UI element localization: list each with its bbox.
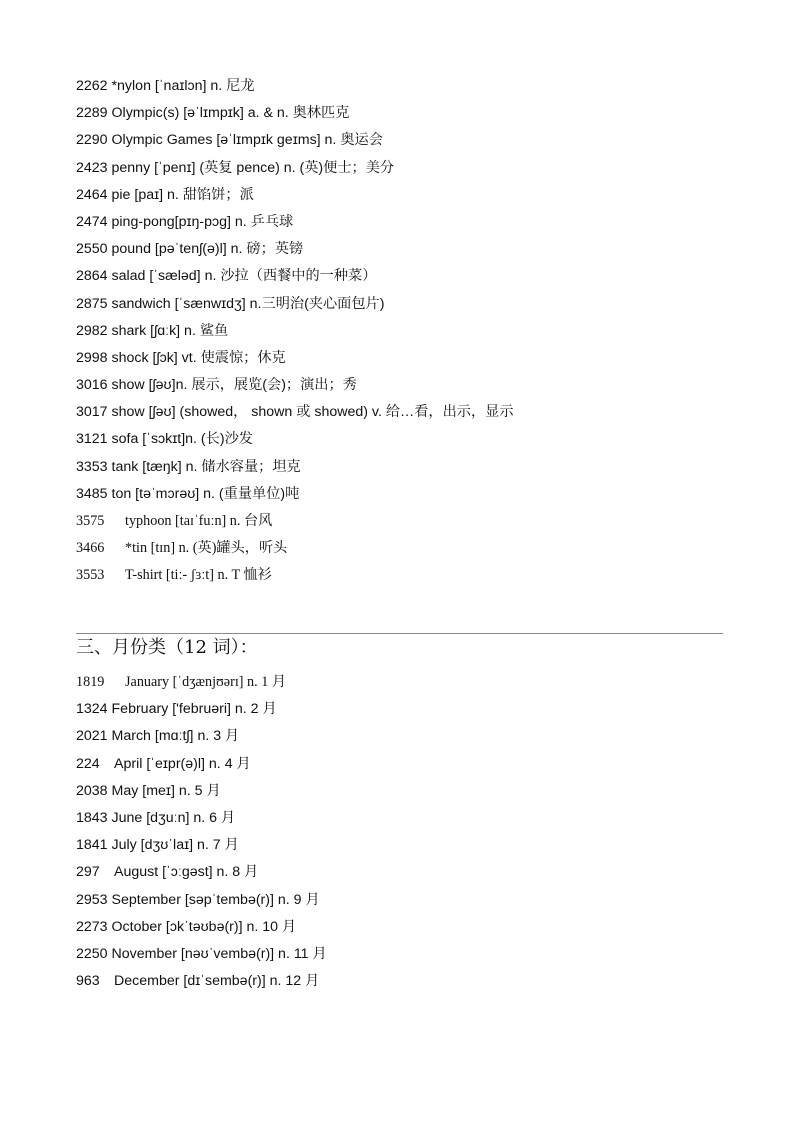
- entry-text: June [dʒuːn] n. 6 月: [111, 809, 236, 826]
- vocab-entry: [76, 887, 756, 914]
- entry-text: October [ɔkˈtəʊbə(r)] n. 10 月: [111, 918, 297, 935]
- vocab-entry: [76, 209, 756, 236]
- entry-number: 2038: [76, 782, 108, 799]
- entry-number: 2290: [76, 132, 108, 149]
- entry-text: July [dʒʊˈlaɪ] n. 7 月: [111, 837, 239, 854]
- entry-number: 2998: [76, 349, 108, 366]
- entry-text: March [mɑːtʃ] n. 3 月: [111, 728, 240, 745]
- entry-number: 2423: [76, 159, 108, 176]
- vocab-entry: [76, 399, 756, 426]
- entry-text: Olympic(s) [əˈlɪmpɪk] a. & n. 奥林匹克: [111, 105, 350, 122]
- vocab-list-top: [76, 73, 756, 590]
- entry-text: show [ʃəʊ]n. 展示，展览(会)；演出；秀: [111, 377, 357, 394]
- vocab-entry: [76, 127, 756, 154]
- entry-text: sandwich [ˈsænwɪdʒ] n.三明治(夹心面包片): [111, 295, 385, 312]
- entry-text: May [meɪ] n. 5 月: [111, 782, 221, 799]
- vocab-entry: [76, 832, 756, 859]
- vocab-entry: [76, 914, 756, 941]
- vocab-entry: [76, 318, 756, 345]
- vocab-entry: [76, 968, 756, 995]
- entry-text: sofa [ˈsɔkɪt]n. (长)沙发: [111, 431, 253, 448]
- entry-number: 297: [76, 864, 100, 881]
- entry-number: 3466: [76, 540, 105, 557]
- entry-text: *nylon [ˈnaɪlɔn] n. 尼龙: [111, 78, 255, 94]
- entry-number: 2021: [76, 728, 108, 745]
- entry-number: 2250: [76, 945, 108, 962]
- entry-text: shock [ʃɔk] vt. 使震惊；休克: [111, 349, 286, 366]
- entry-text: ton [təˈmɔrəʊ] n. (重量单位)吨: [111, 485, 300, 502]
- entry-text: typhoon [taɪˈfuːn] n. 台风: [125, 513, 273, 529]
- entry-text: January [ˈdʒænjʊərɪ] n. 1 月: [125, 674, 287, 690]
- vocab-entry: [76, 941, 756, 968]
- section-heading: 三、月份类（12 词）：: [76, 637, 258, 658]
- entry-number: 3353: [76, 458, 108, 475]
- entry-text: T-shirt [tiː- ʃɜːt] n. T 恤衫: [125, 567, 272, 584]
- vocab-entry: [76, 426, 756, 453]
- entry-text: penny [ˈpenɪ] (英复 pence) n. (英)便士；美分: [111, 159, 395, 176]
- entry-number: 2464: [76, 186, 108, 203]
- vocab-entry: [76, 454, 756, 481]
- entry-number: 2262: [76, 78, 108, 94]
- entry-number: 3553: [76, 567, 105, 584]
- entry-number: 2273: [76, 918, 108, 935]
- entry-number: 2953: [76, 891, 108, 908]
- entry-text: April [ˈeɪpr(ə)l] n. 4 月: [114, 755, 251, 772]
- entry-text: pound [pəˈtenʃ(ə)l] n. 磅；英镑: [111, 241, 304, 258]
- vocab-list-months: [76, 669, 756, 995]
- entry-number: 1324: [76, 701, 108, 718]
- entry-text: salad [ˈsæləd] n. 沙拉（西餐中的一种菜）: [111, 268, 377, 285]
- entry-number: 963: [76, 973, 100, 990]
- vocab-entry: [76, 562, 756, 589]
- entry-number: 2864: [76, 268, 108, 285]
- vocab-entry: [76, 535, 756, 562]
- vocab-entry: [76, 481, 756, 508]
- vocab-entry: [76, 508, 756, 535]
- vocab-entry: [76, 751, 756, 778]
- vocab-entry: [76, 723, 756, 750]
- entry-number: 2550: [76, 241, 108, 258]
- vocab-entry: [76, 291, 756, 318]
- entry-number: 3485: [76, 485, 108, 502]
- entry-text: Olympic Games [əˈlɪmpɪk geɪms] n. 奥运会: [111, 132, 383, 149]
- entry-number: 1841: [76, 837, 108, 854]
- vocab-entry: [76, 263, 756, 290]
- vocab-entry: [76, 805, 756, 832]
- entry-number: 224: [76, 755, 100, 772]
- entry-text: shark [ʃɑːk] n. 鲨鱼: [111, 322, 229, 339]
- vocab-entry: [76, 669, 756, 696]
- entry-text: February ['februəri] n. 2 月: [111, 701, 277, 718]
- entry-number: 2474: [76, 213, 108, 230]
- vocab-entry: [76, 372, 756, 399]
- entry-number: 2875: [76, 295, 108, 312]
- vocab-entry: [76, 100, 756, 127]
- entry-number: 3121: [76, 431, 108, 448]
- entry-number: 3017: [76, 404, 108, 421]
- entry-text: show [ʃəʊ] (showed， shown 或 showed) v. 给…看，出示，显示: [111, 404, 514, 421]
- entry-text: ping-pong[pɪŋ-pɔg] n. 乒乓球: [111, 213, 294, 230]
- entry-number: 3575: [76, 513, 105, 529]
- entry-number: 3016: [76, 377, 108, 394]
- entry-number: 2982: [76, 322, 108, 339]
- entry-text: December [dɪˈsembə(r)] n. 12 月: [114, 973, 320, 990]
- vocab-entry: [76, 73, 756, 100]
- vocab-entry: [76, 345, 756, 372]
- vocab-entry: [76, 696, 756, 723]
- entry-text: September [səpˈtembə(r)] n. 9 月: [111, 891, 320, 908]
- vocab-entry: [76, 155, 756, 182]
- entry-text: tank [tæŋk] n. 储水容量；坦克: [111, 458, 301, 475]
- entry-text: pie [paɪ] n. 甜馅饼；派: [111, 186, 254, 203]
- entry-number: 1843: [76, 809, 108, 826]
- entry-number: 2289: [76, 105, 108, 122]
- vocab-entry: [76, 859, 756, 886]
- vocab-entry: [76, 778, 756, 805]
- entry-text: August [ˈɔːgəst] n. 8 月: [114, 864, 259, 881]
- entry-number: 1819: [76, 674, 105, 690]
- vocab-entry: [76, 236, 756, 263]
- entry-text: *tin [tɪn] n. (英)罐头，听头: [125, 540, 288, 557]
- entry-text: November [nəʊˈvembə(r)] n. 11 月: [111, 945, 327, 962]
- vocab-entry: [76, 182, 756, 209]
